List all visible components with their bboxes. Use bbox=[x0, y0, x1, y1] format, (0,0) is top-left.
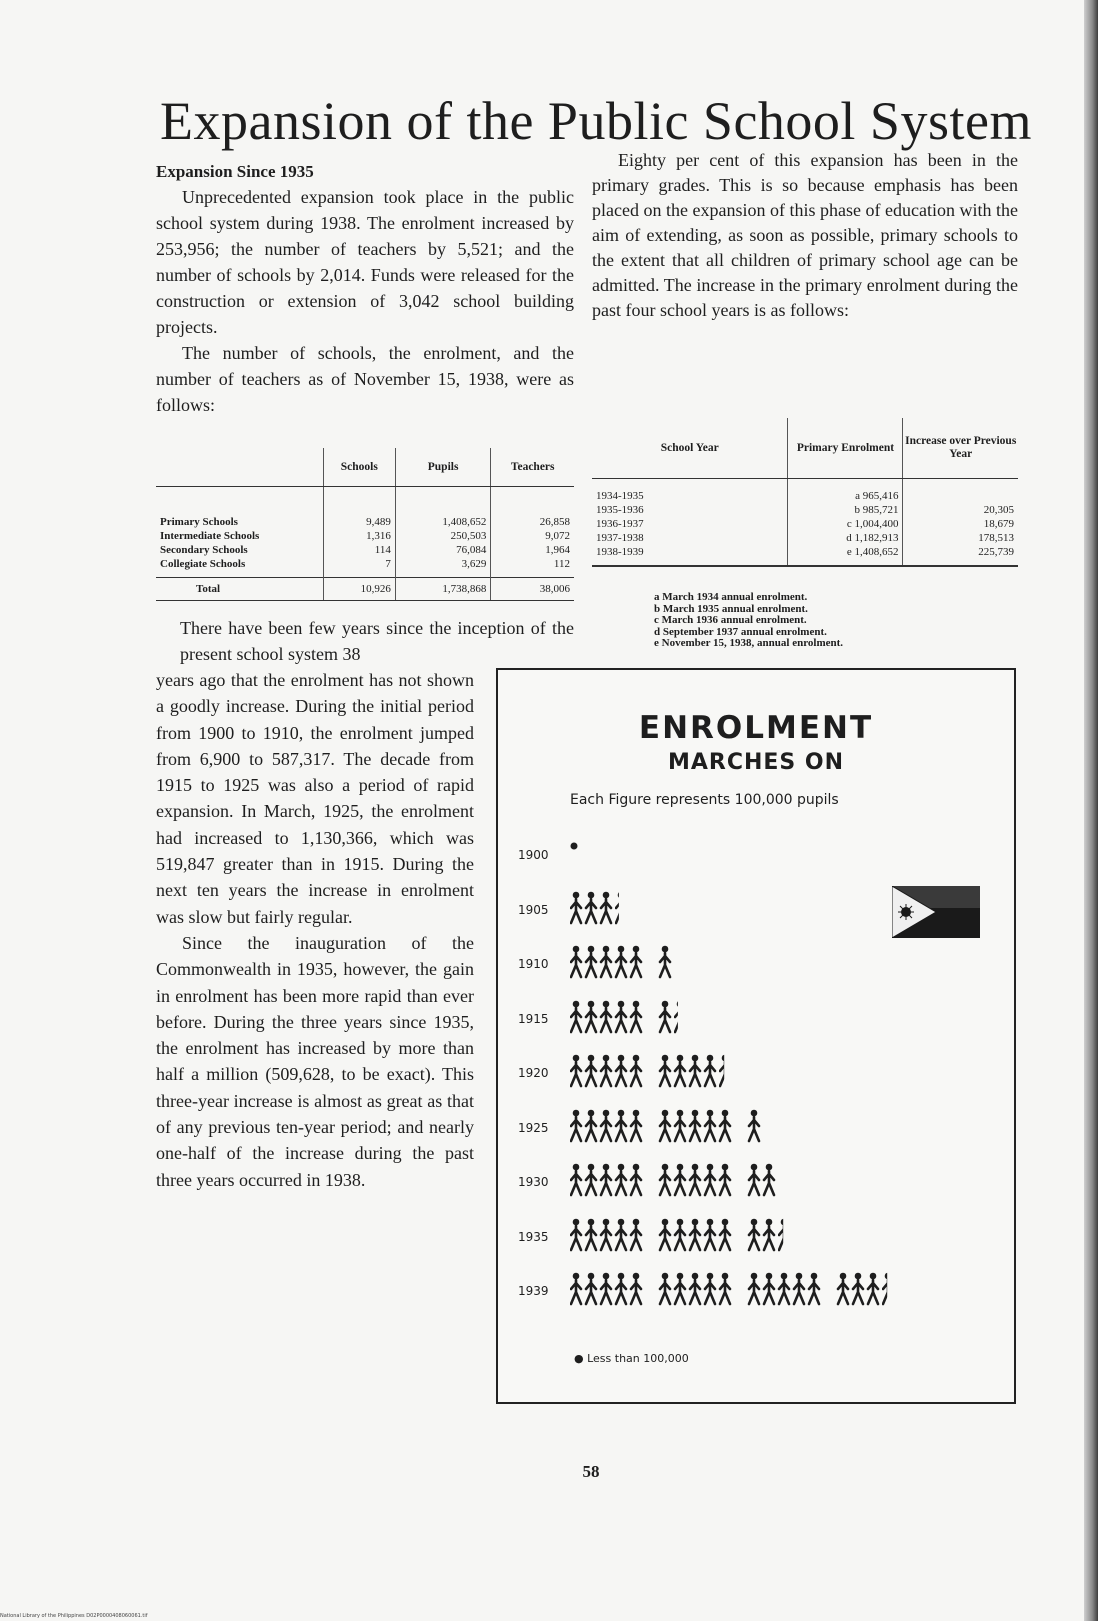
primary-enrolment-table bbox=[592, 418, 1018, 567]
pupil-figure-icon bbox=[660, 1055, 670, 1086]
footnote: c March 1936 annual enrolment. bbox=[654, 614, 807, 626]
pictograph-row bbox=[570, 943, 970, 983]
pictograph-year-label: 1900 bbox=[518, 848, 549, 862]
pictograph-row bbox=[570, 1107, 970, 1147]
left-column-narrow bbox=[156, 667, 474, 1193]
pupil-figure-icon bbox=[571, 891, 581, 922]
pictograph-row bbox=[570, 1216, 970, 1256]
pupil-figure-icon bbox=[616, 1273, 626, 1304]
page-title: Expansion of the Public School System bbox=[160, 91, 1032, 151]
pupil-figure-icon bbox=[749, 1109, 759, 1140]
pictograph-row bbox=[570, 1161, 970, 1201]
pupil-figure-icon bbox=[720, 1273, 730, 1304]
table-cell: 1937-1938 bbox=[596, 532, 644, 544]
partial-pupil-figure-icon bbox=[883, 1273, 893, 1304]
pupil-figure-icon bbox=[705, 1109, 715, 1140]
pupil-figure-icon bbox=[631, 1273, 641, 1304]
pupil-figure-icon bbox=[586, 1218, 596, 1249]
table-cell: 1,316 bbox=[323, 529, 395, 543]
table-cell: e 1,408,652 bbox=[788, 545, 903, 566]
pupil-figure-icon bbox=[586, 1164, 596, 1195]
table-cell: 18,679 bbox=[903, 517, 1018, 531]
pictograph-subtitle: Each Figure represents 100,000 pupils bbox=[570, 792, 839, 808]
pupil-figure-icon bbox=[631, 1055, 641, 1086]
table-cell: 1935-1936 bbox=[596, 504, 644, 516]
table-header: School Year bbox=[592, 418, 788, 479]
partial-pupil-figure-icon bbox=[720, 1055, 730, 1086]
table-cell: Total bbox=[156, 578, 323, 601]
pictograph-row bbox=[570, 1270, 970, 1310]
pictograph-row bbox=[570, 998, 970, 1038]
pupil-figure-icon bbox=[586, 1109, 596, 1140]
pupil-figure-icon bbox=[660, 946, 670, 977]
table-header: Primary Enrolment bbox=[788, 418, 903, 479]
pupil-figure-icon bbox=[660, 1109, 670, 1140]
pupil-figure-icon bbox=[868, 1273, 878, 1304]
pupil-figure-icon bbox=[675, 1055, 685, 1086]
pupil-figure-icon bbox=[631, 1109, 641, 1140]
pupil-figure-icon bbox=[631, 1164, 641, 1195]
pictograph-title-line2: MARCHES ON bbox=[667, 750, 845, 775]
table-cell: 225,739 bbox=[903, 545, 1018, 566]
pupil-figure-icon bbox=[571, 1000, 581, 1031]
table-cell: 3,629 bbox=[395, 557, 490, 578]
table-cell: Intermediate Schools bbox=[160, 530, 260, 542]
pupil-figure-icon bbox=[838, 1273, 848, 1304]
table-cell: a 965,416 bbox=[788, 479, 903, 504]
pictograph-row bbox=[570, 889, 970, 929]
table-cell: 112 bbox=[491, 557, 574, 578]
table-row bbox=[592, 517, 1018, 531]
pupil-figure-icon bbox=[586, 1055, 596, 1086]
pupil-figure-icon bbox=[675, 1218, 685, 1249]
pupil-figure-icon bbox=[601, 1164, 611, 1195]
table-cell: 76,084 bbox=[395, 543, 490, 557]
partial-pupil-figure-icon bbox=[616, 891, 626, 922]
table-cell: Secondary Schools bbox=[160, 544, 248, 556]
pupil-figure-icon bbox=[690, 1055, 700, 1086]
table-row bbox=[592, 545, 1018, 566]
table-cell: 114 bbox=[323, 543, 395, 557]
pupil-figure-icon bbox=[631, 1218, 641, 1249]
pictograph-year-label: 1935 bbox=[518, 1229, 549, 1244]
pupil-figure-icon bbox=[586, 1000, 596, 1031]
table-cell: 9,489 bbox=[323, 487, 395, 530]
table-total-row bbox=[156, 578, 574, 601]
pupil-figure-icon bbox=[631, 946, 641, 977]
pupil-figure-icon bbox=[809, 1273, 819, 1304]
table-row bbox=[156, 529, 574, 543]
footnote: a March 1934 annual enrolment. bbox=[654, 591, 808, 603]
footnote: e November 15, 1938, annual enrolment. bbox=[654, 637, 844, 649]
pupil-figure-icon bbox=[720, 1218, 730, 1249]
table-header: Pupils bbox=[395, 448, 490, 487]
pictograph-row bbox=[570, 834, 970, 874]
table-cell: 26,858 bbox=[491, 487, 574, 530]
enrolment-pictograph bbox=[496, 668, 1016, 1404]
pupil-figure-icon bbox=[571, 1273, 581, 1304]
paragraph: Since the inauguration of the Commonwealth in 1935, however, the gain in enrolment has been more rapid than ever before. During the three years since 1935, the enrolment has increased by more than half a million (509,628, to be exact). This three-year increase is almost as great as that of any previous ten-year period; and nearly one-half of the increase during the past three years occurred in 1938. bbox=[156, 932, 474, 1190]
table-cell: 9,072 bbox=[491, 529, 574, 543]
pupil-figure-icon bbox=[749, 1218, 759, 1249]
table-cell: Primary Schools bbox=[160, 516, 238, 528]
paragraph: Eighty per cent of this expansion has been in the primary grades. This is so because emphasis has been placed on the expansion of this phase of education with the aim of extending, as soon as possible, primary schools to the extent that all children of primary school age can be admitted. The increase in the primary enrolment during the past four school years is as follows: bbox=[592, 150, 1018, 320]
pictograph-year-label: 1939 bbox=[518, 1284, 549, 1298]
paragraph: The number of schools, the enrolment, and the number of teachers as of November 15, 1938, were as follows: bbox=[156, 343, 574, 415]
partial-pupil-figure-icon bbox=[779, 1218, 789, 1249]
pupil-figure-icon bbox=[705, 1164, 715, 1195]
pupil-figure-icon bbox=[705, 1273, 715, 1304]
pupil-figure-icon bbox=[586, 891, 596, 922]
schools-table bbox=[156, 448, 574, 601]
pupil-figure-icon bbox=[779, 1273, 789, 1304]
legend-label: Less than 100,000 bbox=[587, 1352, 689, 1365]
pupil-figure-icon bbox=[705, 1218, 715, 1249]
table-cell: Collegiate Schools bbox=[160, 558, 246, 570]
pupil-figure-icon bbox=[616, 1109, 626, 1140]
table-footnotes bbox=[654, 592, 843, 650]
paragraph: Unprecedented expansion took place in the public school system during 1938. The enrolment increased by 253,956; the number of teachers by 5,521; and the number of schools by 2,014. Funds were released for the construction or extension of 3,042 school building projects. bbox=[156, 187, 574, 337]
table-cell: 7 bbox=[323, 557, 395, 578]
table-cell: 20,305 bbox=[903, 503, 1018, 517]
pictograph-dot bbox=[571, 843, 578, 850]
footnote: b March 1935 annual enrolment. bbox=[654, 602, 808, 615]
table-row bbox=[156, 557, 574, 578]
pictograph-year-label: 1930 bbox=[518, 1175, 549, 1189]
pictograph-year-label: 1905 bbox=[518, 902, 549, 917]
table-cell: 38,006 bbox=[491, 578, 574, 601]
bullet-icon: ● bbox=[574, 1352, 584, 1365]
pictograph-title: ENROLMENT bbox=[638, 710, 874, 746]
pictograph-year-label: 1910 bbox=[518, 957, 549, 971]
pupil-figure-icon bbox=[764, 1164, 774, 1195]
pupil-figure-icon bbox=[601, 1000, 611, 1031]
left-column-continued bbox=[180, 615, 574, 667]
pupil-figure-icon bbox=[675, 1109, 685, 1140]
table-cell: 250,503 bbox=[395, 529, 490, 543]
footnote: d September 1937 annual enrolment. bbox=[654, 625, 827, 638]
table-header-row bbox=[592, 418, 1018, 479]
pupil-figure-icon bbox=[690, 1218, 700, 1249]
pupil-figure-icon bbox=[586, 1273, 596, 1304]
pupil-figure-icon bbox=[720, 1164, 730, 1195]
table-header-row bbox=[156, 448, 574, 487]
pupil-figure-icon bbox=[690, 1109, 700, 1140]
table-cell: 1,964 bbox=[491, 543, 574, 557]
pupil-figure-icon bbox=[586, 946, 596, 977]
pupil-figure-icon bbox=[601, 1273, 611, 1304]
table-row bbox=[156, 543, 574, 557]
table-cell: 1936-1937 bbox=[596, 518, 644, 530]
pupil-figure-icon bbox=[601, 891, 611, 922]
pupil-figure-icon bbox=[571, 946, 581, 977]
table-cell: b 985,721 bbox=[788, 503, 903, 517]
table-cell bbox=[903, 479, 1018, 504]
pupil-figure-icon bbox=[660, 1000, 670, 1031]
pupil-figure-icon bbox=[571, 1109, 581, 1140]
pupil-figure-icon bbox=[794, 1273, 804, 1304]
page-number: 58 bbox=[582, 1462, 600, 1481]
pupil-figure-icon bbox=[690, 1164, 700, 1195]
table-cell: 10,926 bbox=[323, 578, 395, 601]
pupil-figure-icon bbox=[601, 1055, 611, 1086]
pictograph-row bbox=[570, 1052, 970, 1092]
scan-page-edge bbox=[1084, 0, 1098, 1621]
scan-credit: National Library of the Philippines D02P0000408060061.tif bbox=[0, 1613, 148, 1619]
pupil-figure-icon bbox=[749, 1164, 759, 1195]
pictograph-year-label: 1915 bbox=[518, 1011, 549, 1026]
table-row bbox=[592, 503, 1018, 517]
pupil-figure-icon bbox=[631, 1000, 641, 1031]
table-row bbox=[592, 479, 1018, 504]
pupil-figure-icon bbox=[853, 1273, 863, 1304]
pupil-figure-icon bbox=[660, 1218, 670, 1249]
table-cell: 1938-1939 bbox=[592, 545, 788, 566]
table-cell: c 1,004,400 bbox=[788, 517, 903, 531]
pupil-figure-icon bbox=[601, 946, 611, 977]
partial-pupil-figure-icon bbox=[675, 1000, 685, 1031]
pupil-figure-icon bbox=[764, 1218, 774, 1249]
left-column-top bbox=[156, 160, 574, 418]
pictograph-year-label: 1925 bbox=[518, 1120, 549, 1135]
pupil-figure-icon bbox=[616, 1000, 626, 1031]
pupil-figure-icon bbox=[675, 1164, 685, 1195]
table-cell: 1,408,652 bbox=[395, 487, 490, 530]
table-cell: d 1,182,913 bbox=[788, 531, 903, 545]
table-header: Teachers bbox=[491, 448, 574, 487]
pupil-figure-icon bbox=[571, 1055, 581, 1086]
pictograph-year-label: 1920 bbox=[518, 1066, 549, 1080]
pupil-figure-icon bbox=[616, 946, 626, 977]
pupil-figure-icon bbox=[571, 1164, 581, 1195]
pupil-figure-icon bbox=[660, 1164, 670, 1195]
pupil-figure-icon bbox=[571, 1218, 581, 1249]
pupil-figure-icon bbox=[764, 1273, 774, 1304]
table-cell: 178,513 bbox=[903, 531, 1018, 545]
pupil-figure-icon bbox=[601, 1218, 611, 1249]
pupil-figure-icon bbox=[675, 1273, 685, 1304]
table-row bbox=[156, 487, 574, 530]
pupil-figure-icon bbox=[749, 1273, 759, 1304]
table-header bbox=[156, 448, 323, 487]
right-column bbox=[592, 148, 1018, 323]
pupil-figure-icon bbox=[601, 1109, 611, 1140]
table-cell: 1934-1935 bbox=[596, 490, 644, 502]
pupil-figure-icon bbox=[616, 1164, 626, 1195]
table-row bbox=[592, 531, 1018, 545]
pupil-figure-icon bbox=[660, 1273, 670, 1304]
paragraph: There have been few years since the inception of the present school system 38 bbox=[180, 618, 574, 664]
pupil-figure-icon bbox=[720, 1109, 730, 1140]
table-cell: 1,738,868 bbox=[395, 578, 490, 601]
pupil-figure-icon bbox=[616, 1218, 626, 1249]
pupil-figure-icon bbox=[616, 1055, 626, 1086]
pupil-figure-icon bbox=[705, 1055, 715, 1086]
paragraph: years ago that the enrolment has not shown a goodly increase. During the initial period from 1900 to 1910, the enrolment jumped from 6,900 to 587,317. The decade from 1915 to 1925 was also a period of rapid expansion. In March, 1925, the enrolment had increased to 1,130,366, which was 519,847 greater than in 1915. During the next ten years the increase in enrolment was slow but fairly regular. bbox=[156, 670, 474, 927]
pupil-figure-icon bbox=[690, 1273, 700, 1304]
table-header: Schools bbox=[323, 448, 395, 487]
table-header: Increase over Previous Year bbox=[903, 418, 1018, 479]
section-heading: Expansion Since 1935 bbox=[156, 162, 314, 181]
pictograph-legend bbox=[574, 1352, 689, 1365]
